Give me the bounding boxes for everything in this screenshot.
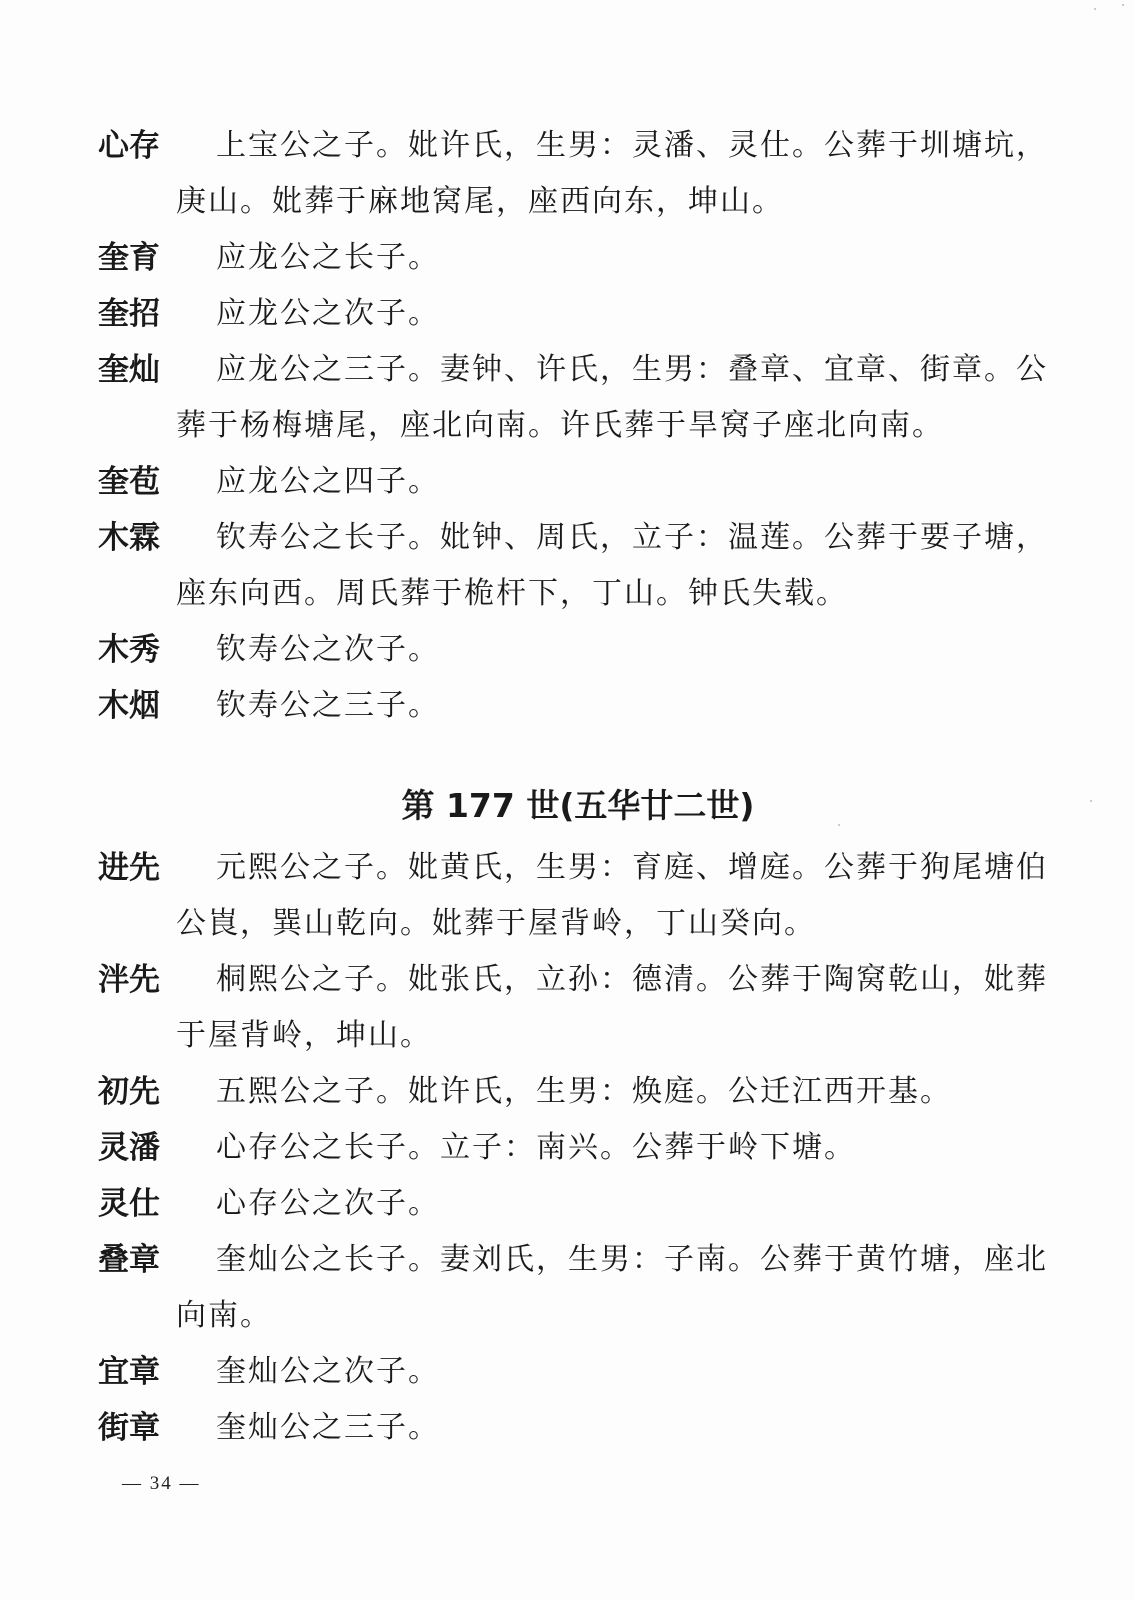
entry-name: 灵仕 — [98, 1186, 160, 1222]
genealogy-entry — [98, 1400, 1058, 1456]
genealogy-entry — [98, 1120, 1058, 1176]
genealogy-entry — [98, 118, 1058, 230]
scan-speck — [1094, 8, 1096, 10]
entry-text: 五熙公之子。妣许氏，生男：焕庭。公迁江西开基。 — [216, 1074, 952, 1109]
entry-name: 街章 — [98, 1410, 160, 1446]
entry-text: 应龙公之四子。 — [216, 464, 440, 499]
entry-name: 宜章 — [98, 1354, 160, 1390]
entry-name: 初先 — [98, 1074, 160, 1110]
genealogy-entry — [98, 230, 1058, 286]
genealogy-entry — [98, 622, 1058, 678]
entry-name: 进先 — [98, 850, 160, 886]
entry-name: 心存 — [98, 128, 160, 164]
entry-name: 木霖 — [98, 520, 160, 556]
genealogy-content — [98, 118, 1058, 1456]
genealogy-entry — [98, 1064, 1058, 1120]
genealogy-entry — [98, 342, 1058, 454]
entry-name: 叠章 — [98, 1242, 160, 1278]
entry-text: 应龙公之次子。 — [216, 296, 440, 331]
entry-text: 应龙公之三子。妻钟、许氏，生男：叠章、宜章、街章。公葬于杨梅塘尾，座北向南。许氏葬于旱窝子座北向南。 — [176, 352, 1048, 443]
genealogy-entry — [98, 1232, 1058, 1344]
scan-speck — [838, 824, 840, 826]
entry-name: 泮先 — [98, 962, 160, 998]
genealogy-entry — [98, 840, 1058, 952]
entries-bottom — [98, 840, 1058, 1456]
entry-name: 奎苞 — [98, 464, 160, 500]
entry-name: 奎育 — [98, 240, 160, 276]
entry-text: 上宝公之子。妣许氏，生男：灵潘、灵仕。公葬于圳塘坑，庚山。妣葬于麻地窝尾，座西向东，坤山。 — [176, 128, 1048, 219]
entry-text: 元熙公之子。妣黄氏，生男：育庭、增庭。公葬于狗尾塘伯公崀，巽山乾向。妣葬于屋背岭，丁山癸向。 — [176, 850, 1048, 941]
entry-text: 奎灿公之次子。 — [216, 1354, 440, 1389]
entry-text: 奎灿公之三子。 — [216, 1410, 440, 1445]
entry-name: 木烟 — [98, 688, 160, 724]
entry-name: 奎灿 — [98, 352, 160, 388]
genealogy-entry — [98, 678, 1058, 734]
entry-text: 应龙公之长子。 — [216, 240, 440, 275]
entry-name: 灵潘 — [98, 1130, 160, 1166]
genealogy-entry — [98, 286, 1058, 342]
entry-text: 钦寿公之次子。 — [216, 632, 440, 667]
scan-speck — [1122, 4, 1124, 6]
genealogy-entry — [98, 952, 1058, 1064]
generation-heading: 第 177 世(五华廿二世) — [401, 786, 755, 825]
entry-name: 奎招 — [98, 296, 160, 332]
entry-text: 桐熙公之子。妣张氏，立孙：德清。公葬于陶窝乾山，妣葬于屋背岭，坤山。 — [176, 962, 1048, 1053]
genealogy-entry — [98, 1176, 1058, 1232]
entry-text: 心存公之次子。 — [216, 1186, 440, 1221]
entry-text: 钦寿公之长子。妣钟、周氏，立子：温莲。公葬于要子塘，座东向西。周氏葬于桅杆下，丁山。钟氏失载。 — [176, 520, 1048, 611]
genealogy-entry — [98, 1344, 1058, 1400]
scan-speck — [1090, 800, 1092, 802]
genealogy-entry — [98, 454, 1058, 510]
entry-text: 奎灿公之长子。妻刘氏，生男：子南。公葬于黄竹塘，座北向南。 — [176, 1242, 1048, 1333]
page-number: — 34 — — [122, 1473, 201, 1494]
entries-top — [98, 118, 1058, 734]
entry-text: 钦寿公之三子。 — [216, 688, 440, 723]
entry-text: 心存公之长子。立子：南兴。公葬于岭下塘。 — [216, 1130, 856, 1165]
genealogy-entry — [98, 510, 1058, 622]
entry-name: 木秀 — [98, 632, 160, 668]
